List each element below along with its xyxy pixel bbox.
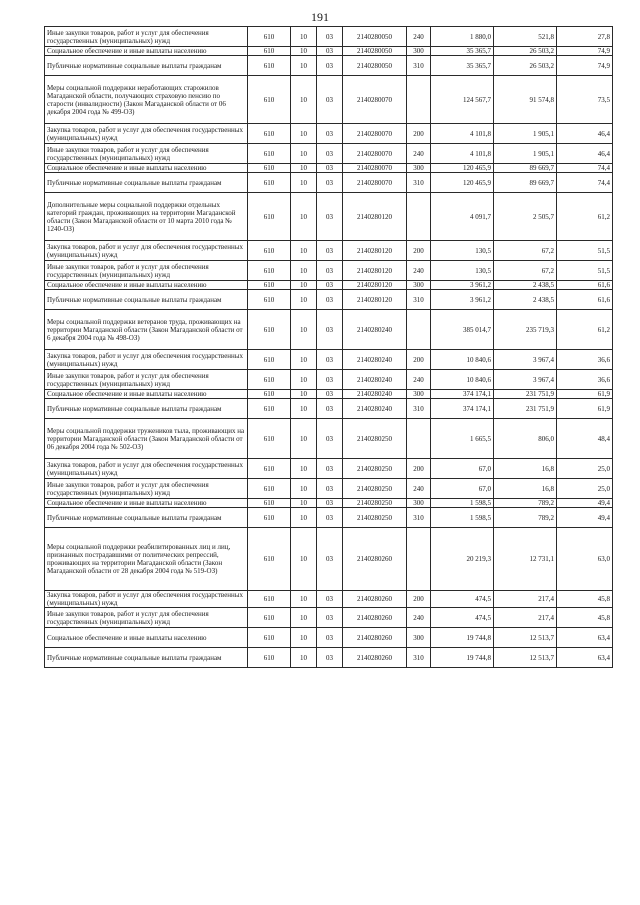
table-row	[45, 628, 613, 648]
row-percent: 61,9	[557, 399, 613, 419]
row-target-article: 2140280260	[343, 628, 407, 648]
row-planned-amount: 10 840,6	[431, 370, 494, 390]
row-target-article: 2140280260	[343, 591, 407, 608]
row-ved-code: 610	[248, 628, 291, 648]
row-expense-type: 310	[407, 399, 431, 419]
row-target-article: 2140280260	[343, 648, 407, 668]
row-expense-type	[407, 310, 431, 350]
table-row	[45, 399, 613, 419]
row-actual-amount: 16,8	[494, 459, 557, 479]
row-ved-code: 610	[248, 173, 291, 193]
row-target-article: 2140280250	[343, 419, 407, 459]
row-subsection-code: 03	[317, 241, 343, 261]
row-actual-amount: 12 731,1	[494, 528, 557, 591]
row-name: Публичные нормативные социальные выплаты гражданам	[45, 508, 248, 528]
row-actual-amount: 789,2	[494, 499, 557, 508]
row-ved-code: 610	[248, 76, 291, 124]
row-planned-amount: 130,5	[431, 241, 494, 261]
table-row	[45, 144, 613, 164]
row-name: Публичные нормативные социальные выплаты гражданам	[45, 290, 248, 310]
row-subsection-code: 03	[317, 459, 343, 479]
row-name: Иные закупки товаров, работ и услуг для обеспечения государственных (муниципальных) нужд	[45, 370, 248, 390]
row-name: Закупка товаров, работ и услуг для обеспечения государственных (муниципальных) нужд	[45, 591, 248, 608]
row-expense-type: 200	[407, 350, 431, 370]
row-section-code: 10	[291, 261, 317, 281]
row-expense-type: 240	[407, 144, 431, 164]
row-percent: 74,4	[557, 164, 613, 173]
row-target-article: 2140280250	[343, 459, 407, 479]
row-actual-amount: 89 669,7	[494, 164, 557, 173]
row-target-article: 2140280240	[343, 399, 407, 419]
row-ved-code: 610	[248, 27, 291, 47]
row-name: Публичные нормативные социальные выплаты гражданам	[45, 648, 248, 668]
row-target-article: 2140280050	[343, 27, 407, 47]
row-planned-amount: 1 665,5	[431, 419, 494, 459]
table-row	[45, 310, 613, 350]
row-percent: 36,6	[557, 370, 613, 390]
table-row	[45, 370, 613, 390]
row-planned-amount: 67,0	[431, 479, 494, 499]
row-section-code: 10	[291, 350, 317, 370]
row-planned-amount: 130,5	[431, 261, 494, 281]
row-subsection-code: 03	[317, 261, 343, 281]
row-actual-amount: 3 967,4	[494, 350, 557, 370]
row-ved-code: 610	[248, 290, 291, 310]
row-expense-type: 200	[407, 241, 431, 261]
row-target-article: 2140280070	[343, 76, 407, 124]
row-expense-type: 310	[407, 648, 431, 668]
row-actual-amount: 2 438,5	[494, 290, 557, 310]
row-planned-amount: 35 365,7	[431, 56, 494, 76]
row-ved-code: 610	[248, 390, 291, 399]
row-section-code: 10	[291, 370, 317, 390]
row-subsection-code: 03	[317, 399, 343, 419]
row-expense-type: 240	[407, 261, 431, 281]
row-ved-code: 610	[248, 310, 291, 350]
table-row	[45, 47, 613, 56]
row-actual-amount: 67,2	[494, 261, 557, 281]
row-ved-code: 610	[248, 399, 291, 419]
table-row	[45, 27, 613, 47]
row-name: Социальное обеспечение и иные выплаты населению	[45, 390, 248, 399]
row-actual-amount: 231 751,9	[494, 399, 557, 419]
row-percent: 61,9	[557, 390, 613, 399]
row-name: Закупка товаров, работ и услуг для обеспечения государственных (муниципальных) нужд	[45, 241, 248, 261]
row-subsection-code: 03	[317, 390, 343, 399]
row-planned-amount: 20 219,3	[431, 528, 494, 591]
row-section-code: 10	[291, 193, 317, 241]
row-name: Социальное обеспечение и иные выплаты населению	[45, 47, 248, 56]
row-expense-type: 200	[407, 459, 431, 479]
row-section-code: 10	[291, 390, 317, 399]
row-ved-code: 610	[248, 281, 291, 290]
row-name: Иные закупки товаров, работ и услуг для обеспечения государственных (муниципальных) нужд	[45, 479, 248, 499]
row-target-article: 2140280240	[343, 390, 407, 399]
row-subsection-code: 03	[317, 508, 343, 528]
row-actual-amount: 89 669,7	[494, 173, 557, 193]
row-actual-amount: 16,8	[494, 479, 557, 499]
row-ved-code: 610	[248, 508, 291, 528]
row-section-code: 10	[291, 281, 317, 290]
row-expense-type: 240	[407, 370, 431, 390]
row-section-code: 10	[291, 628, 317, 648]
row-ved-code: 610	[248, 124, 291, 144]
row-planned-amount: 385 014,7	[431, 310, 494, 350]
row-percent: 46,4	[557, 144, 613, 164]
row-planned-amount: 474,5	[431, 591, 494, 608]
row-percent: 25,0	[557, 459, 613, 479]
row-planned-amount: 3 961,2	[431, 290, 494, 310]
row-ved-code: 610	[248, 261, 291, 281]
row-target-article: 2140280240	[343, 370, 407, 390]
row-percent: 49,4	[557, 499, 613, 508]
table-row	[45, 76, 613, 124]
row-name: Меры социальной поддержки ветеранов труда, проживающих на территории Магаданской области (Закон Магаданской области от 6 декабря 2004 года № 498-ОЗ)	[45, 310, 248, 350]
row-expense-type: 300	[407, 628, 431, 648]
row-section-code: 10	[291, 528, 317, 591]
row-name: Социальное обеспечение и иные выплаты населению	[45, 628, 248, 648]
row-target-article: 2140280120	[343, 261, 407, 281]
row-planned-amount: 19 744,8	[431, 648, 494, 668]
row-planned-amount: 4 091,7	[431, 193, 494, 241]
row-name: Дополнительные меры социальной поддержки отдельных категорий граждан, проживающих на территории Магаданской области (Закон Магаданской области от 10 марта 2010 года № 1240-ОЗ)	[45, 193, 248, 241]
row-section-code: 10	[291, 241, 317, 261]
row-expense-type: 310	[407, 290, 431, 310]
row-subsection-code: 03	[317, 479, 343, 499]
row-subsection-code: 03	[317, 76, 343, 124]
row-actual-amount: 2 438,5	[494, 281, 557, 290]
row-planned-amount: 4 101,8	[431, 144, 494, 164]
row-planned-amount: 35 365,7	[431, 47, 494, 56]
row-subsection-code: 03	[317, 419, 343, 459]
row-expense-type: 300	[407, 47, 431, 56]
row-name: Иные закупки товаров, работ и услуг для обеспечения государственных (муниципальных) нужд	[45, 144, 248, 164]
table-row	[45, 499, 613, 508]
row-planned-amount: 1 598,5	[431, 508, 494, 528]
row-name: Социальное обеспечение и иные выплаты населению	[45, 281, 248, 290]
row-percent: 45,8	[557, 591, 613, 608]
row-planned-amount: 10 840,6	[431, 350, 494, 370]
row-percent: 74,4	[557, 173, 613, 193]
row-planned-amount: 120 465,9	[431, 164, 494, 173]
row-subsection-code: 03	[317, 499, 343, 508]
table-row	[45, 508, 613, 528]
table-row	[45, 124, 613, 144]
row-ved-code: 610	[248, 370, 291, 390]
row-expense-type: 300	[407, 164, 431, 173]
row-percent: 61,2	[557, 193, 613, 241]
row-percent: 49,4	[557, 508, 613, 528]
row-percent: 36,6	[557, 350, 613, 370]
row-ved-code: 610	[248, 47, 291, 56]
row-section-code: 10	[291, 47, 317, 56]
row-section-code: 10	[291, 290, 317, 310]
row-ved-code: 610	[248, 459, 291, 479]
row-section-code: 10	[291, 27, 317, 47]
row-section-code: 10	[291, 648, 317, 668]
table-row	[45, 290, 613, 310]
row-percent: 61,6	[557, 290, 613, 310]
row-section-code: 10	[291, 608, 317, 628]
row-ved-code: 610	[248, 419, 291, 459]
row-target-article: 2140280120	[343, 290, 407, 310]
row-subsection-code: 03	[317, 591, 343, 608]
row-target-article: 2140280070	[343, 164, 407, 173]
row-expense-type	[407, 419, 431, 459]
row-section-code: 10	[291, 459, 317, 479]
row-actual-amount: 26 503,2	[494, 56, 557, 76]
row-percent: 51,5	[557, 241, 613, 261]
row-actual-amount: 235 719,3	[494, 310, 557, 350]
row-percent: 74,9	[557, 47, 613, 56]
table-row	[45, 648, 613, 668]
row-actual-amount: 91 574,8	[494, 76, 557, 124]
row-planned-amount: 374 174,1	[431, 399, 494, 419]
row-percent: 48,4	[557, 419, 613, 459]
row-actual-amount: 1 905,1	[494, 144, 557, 164]
row-name: Меры социальной поддержки тружеников тыла, проживающих на территории Магаданской области (Закон Магаданской области от 06 декабря 2004 года № 502-ОЗ)	[45, 419, 248, 459]
row-expense-type: 310	[407, 56, 431, 76]
row-actual-amount: 12 513,7	[494, 628, 557, 648]
row-actual-amount: 521,8	[494, 27, 557, 47]
row-subsection-code: 03	[317, 290, 343, 310]
row-expense-type: 310	[407, 508, 431, 528]
table-row	[45, 56, 613, 76]
row-subsection-code: 03	[317, 193, 343, 241]
row-name: Публичные нормативные социальные выплаты гражданам	[45, 56, 248, 76]
row-name: Меры социальной поддержки реабилитированных лиц и лиц, признанных пострадавшими от политических репрессий, проживающих на территории Магаданской области (Закон Магаданской области от 28 декабря 2004 года № 519-ОЗ)	[45, 528, 248, 591]
row-percent: 61,2	[557, 310, 613, 350]
row-name: Иные закупки товаров, работ и услуг для обеспечения государственных (муниципальных) нужд	[45, 261, 248, 281]
table-row	[45, 419, 613, 459]
row-target-article: 2140280050	[343, 47, 407, 56]
row-subsection-code: 03	[317, 173, 343, 193]
row-section-code: 10	[291, 144, 317, 164]
row-name: Иные закупки товаров, работ и услуг для обеспечения государственных (муниципальных) нужд	[45, 27, 248, 47]
row-target-article: 2140280070	[343, 124, 407, 144]
row-actual-amount: 231 751,9	[494, 390, 557, 399]
row-planned-amount: 1 598,5	[431, 499, 494, 508]
row-actual-amount: 217,4	[494, 591, 557, 608]
table-row	[45, 390, 613, 399]
row-expense-type	[407, 193, 431, 241]
row-target-article: 2140280260	[343, 608, 407, 628]
row-section-code: 10	[291, 56, 317, 76]
row-subsection-code: 03	[317, 47, 343, 56]
row-actual-amount: 26 503,2	[494, 47, 557, 56]
row-percent: 46,4	[557, 124, 613, 144]
table-row	[45, 528, 613, 591]
row-ved-code: 610	[248, 56, 291, 76]
row-expense-type: 310	[407, 173, 431, 193]
row-section-code: 10	[291, 310, 317, 350]
row-target-article: 2140280250	[343, 508, 407, 528]
table-row	[45, 241, 613, 261]
row-target-article: 2140280120	[343, 193, 407, 241]
row-target-article: 2140280070	[343, 173, 407, 193]
row-percent: 25,0	[557, 479, 613, 499]
row-section-code: 10	[291, 499, 317, 508]
row-name: Иные закупки товаров, работ и услуг для обеспечения государственных (муниципальных) нужд	[45, 608, 248, 628]
row-subsection-code: 03	[317, 281, 343, 290]
row-section-code: 10	[291, 76, 317, 124]
row-planned-amount: 19 744,8	[431, 628, 494, 648]
row-ved-code: 610	[248, 479, 291, 499]
row-ved-code: 610	[248, 608, 291, 628]
row-expense-type: 240	[407, 479, 431, 499]
table-row	[45, 479, 613, 499]
page-number: 191	[311, 10, 329, 24]
row-planned-amount: 474,5	[431, 608, 494, 628]
budget-table	[44, 26, 613, 668]
table-row	[45, 164, 613, 173]
row-ved-code: 610	[248, 499, 291, 508]
row-subsection-code: 03	[317, 628, 343, 648]
row-percent: 51,5	[557, 261, 613, 281]
row-actual-amount: 217,4	[494, 608, 557, 628]
row-planned-amount: 3 961,2	[431, 281, 494, 290]
row-expense-type	[407, 76, 431, 124]
table-row	[45, 261, 613, 281]
row-percent: 45,8	[557, 608, 613, 628]
row-ved-code: 610	[248, 350, 291, 370]
row-percent: 74,9	[557, 56, 613, 76]
row-subsection-code: 03	[317, 164, 343, 173]
row-subsection-code: 03	[317, 144, 343, 164]
row-name: Закупка товаров, работ и услуг для обеспечения государственных (муниципальных) нужд	[45, 124, 248, 144]
row-section-code: 10	[291, 164, 317, 173]
row-expense-type: 300	[407, 281, 431, 290]
row-target-article: 2140280240	[343, 310, 407, 350]
row-percent: 63,0	[557, 528, 613, 591]
row-name: Закупка товаров, работ и услуг для обеспечения государственных (муниципальных) нужд	[45, 459, 248, 479]
row-expense-type: 200	[407, 591, 431, 608]
row-section-code: 10	[291, 399, 317, 419]
row-subsection-code: 03	[317, 608, 343, 628]
row-expense-type: 300	[407, 390, 431, 399]
row-ved-code: 610	[248, 164, 291, 173]
row-actual-amount: 806,0	[494, 419, 557, 459]
row-name: Публичные нормативные социальные выплаты гражданам	[45, 173, 248, 193]
row-target-article: 2140280070	[343, 144, 407, 164]
row-subsection-code: 03	[317, 370, 343, 390]
row-section-code: 10	[291, 479, 317, 499]
row-percent: 63,4	[557, 628, 613, 648]
row-planned-amount: 120 465,9	[431, 173, 494, 193]
row-planned-amount: 4 101,8	[431, 124, 494, 144]
row-percent: 63,4	[557, 648, 613, 668]
row-subsection-code: 03	[317, 27, 343, 47]
row-percent: 73,5	[557, 76, 613, 124]
row-name: Социальное обеспечение и иные выплаты населению	[45, 499, 248, 508]
row-ved-code: 610	[248, 528, 291, 591]
row-section-code: 10	[291, 591, 317, 608]
row-target-article: 2140280120	[343, 281, 407, 290]
row-name: Меры социальной поддержки неработающих старожилов Магаданской области, получающих страховую пенсию по старости (инвалидности) (Закон Магаданской области от 06 декабря 2004 года № 499-ОЗ)	[45, 76, 248, 124]
row-ved-code: 610	[248, 591, 291, 608]
row-subsection-code: 03	[317, 350, 343, 370]
row-expense-type: 200	[407, 124, 431, 144]
row-ved-code: 610	[248, 648, 291, 668]
row-name: Публичные нормативные социальные выплаты гражданам	[45, 399, 248, 419]
table-row	[45, 193, 613, 241]
row-subsection-code: 03	[317, 124, 343, 144]
row-planned-amount: 1 880,0	[431, 27, 494, 47]
table-row	[45, 608, 613, 628]
row-target-article: 2140280250	[343, 499, 407, 508]
row-expense-type: 300	[407, 499, 431, 508]
row-expense-type: 240	[407, 608, 431, 628]
row-actual-amount: 2 505,7	[494, 193, 557, 241]
row-name: Социальное обеспечение и иные выплаты населению	[45, 164, 248, 173]
row-subsection-code: 03	[317, 310, 343, 350]
row-expense-type: 240	[407, 27, 431, 47]
row-name: Закупка товаров, работ и услуг для обеспечения государственных (муниципальных) нужд	[45, 350, 248, 370]
row-section-code: 10	[291, 419, 317, 459]
row-planned-amount: 374 174,1	[431, 390, 494, 399]
row-ved-code: 610	[248, 144, 291, 164]
row-expense-type	[407, 528, 431, 591]
row-actual-amount: 67,2	[494, 241, 557, 261]
row-actual-amount: 1 905,1	[494, 124, 557, 144]
row-section-code: 10	[291, 508, 317, 528]
row-actual-amount: 789,2	[494, 508, 557, 528]
row-percent: 61,6	[557, 281, 613, 290]
row-ved-code: 610	[248, 241, 291, 261]
table-row	[45, 350, 613, 370]
row-planned-amount: 124 567,7	[431, 76, 494, 124]
row-target-article: 2140280240	[343, 350, 407, 370]
row-percent: 27,8	[557, 27, 613, 47]
row-ved-code: 610	[248, 193, 291, 241]
table-row	[45, 281, 613, 290]
row-target-article: 2140280250	[343, 479, 407, 499]
row-subsection-code: 03	[317, 528, 343, 591]
row-target-article: 2140280050	[343, 56, 407, 76]
table-row	[45, 459, 613, 479]
row-section-code: 10	[291, 173, 317, 193]
table-body	[45, 27, 613, 668]
row-planned-amount: 67,0	[431, 459, 494, 479]
row-target-article: 2140280120	[343, 241, 407, 261]
row-actual-amount: 3 967,4	[494, 370, 557, 390]
row-subsection-code: 03	[317, 648, 343, 668]
table-row	[45, 591, 613, 608]
row-section-code: 10	[291, 124, 317, 144]
table-row	[45, 173, 613, 193]
row-actual-amount: 12 513,7	[494, 648, 557, 668]
row-subsection-code: 03	[317, 56, 343, 76]
row-target-article: 2140280260	[343, 528, 407, 591]
